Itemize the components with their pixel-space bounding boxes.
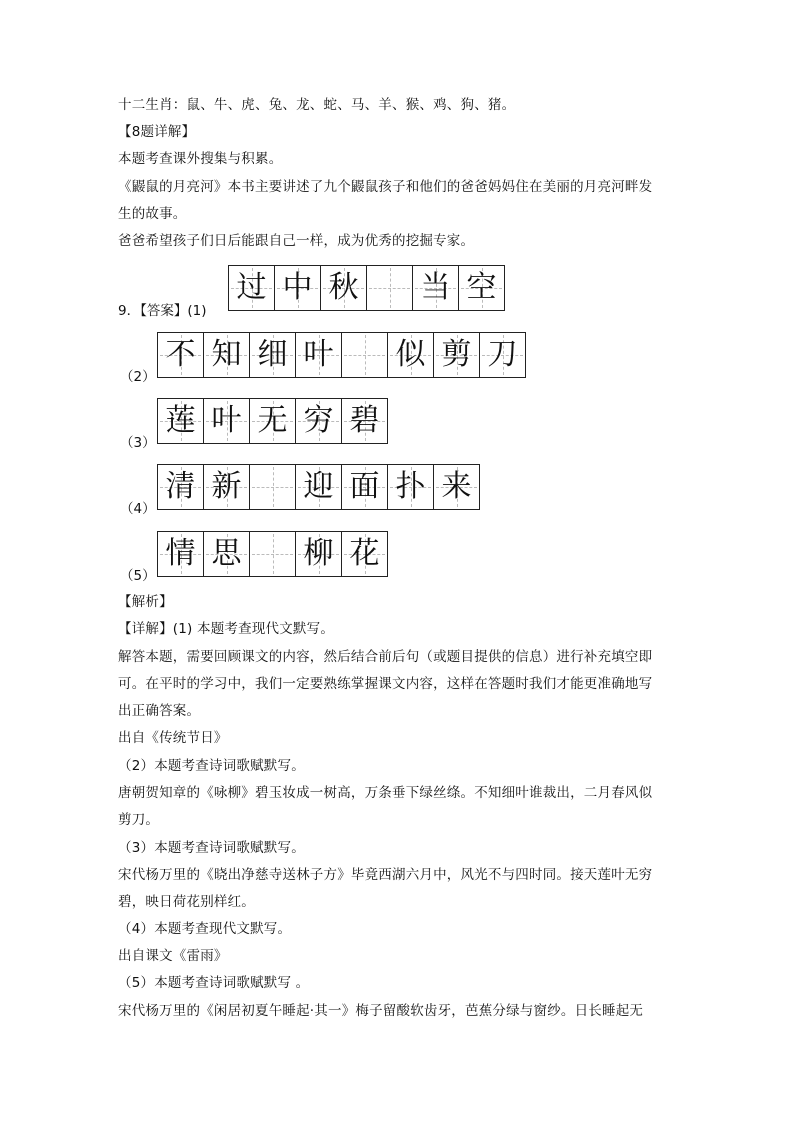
detail-q3-text-1: 宋代杨万里的《晓出净慈寺送林子方》毕竟西湖六月中，风光不与四时同。接天莲叶无穷: [118, 867, 653, 883]
grid-character: 莲: [165, 403, 196, 438]
grid-character: 当: [420, 270, 451, 305]
grid-cell: [342, 333, 388, 377]
grid-cell: [367, 266, 413, 310]
q8-book-line-1: 《鼹鼠的月亮河》本书主要讲述了九个鼹鼠孩子和他们的爸爸妈妈住在美丽的月亮河畔发: [118, 179, 653, 195]
answer-label-5: （5）: [120, 568, 156, 584]
grid-cell: [459, 266, 505, 310]
grid-cell: [296, 532, 342, 576]
detail-q3-text-2: 碧，映日荷花别样红。: [118, 894, 255, 910]
detail-1: 【详解】(1) 本题考查现代文默写。: [118, 621, 335, 637]
grid-character: 不: [165, 337, 196, 372]
q9-answer-label: 9．【答案】(1): [118, 303, 207, 319]
grid-cell: [204, 532, 250, 576]
detail-q2-text-1: 唐朝贺知章的《咏柳》碧玉妆成一树高，万条垂下绿丝绦。不知细叶谁裁出，二月春风似: [118, 785, 653, 801]
answer-label-2: （2）: [120, 369, 156, 385]
grid-character: 过: [236, 270, 267, 305]
grid-character: 来: [441, 469, 472, 504]
q8-father-line: 爸爸希望孩子们日后能跟自己一样，成为优秀的挖掘专家。: [118, 233, 475, 249]
detail-q4: （4）本题考查现代文默写。: [118, 921, 292, 937]
grid-character: 中: [282, 270, 313, 305]
answer-label-4: （4）: [120, 501, 156, 517]
grid-cell: [296, 333, 342, 377]
grid-cell: [250, 532, 296, 576]
q8-book-line-2: 生的故事。: [118, 206, 187, 222]
grid-cell: [388, 333, 434, 377]
answer-label-3: （3）: [120, 435, 156, 451]
detail-3: 可。在平时的学习中，我们一定要熟练掌握课文内容，这样在答题时我们才能更准确地写: [118, 676, 653, 692]
grid-character: 面: [349, 469, 380, 504]
grid-cell: [342, 465, 388, 509]
grid-cell: [158, 333, 204, 377]
grid-cell: [480, 333, 526, 377]
analysis-heading: 【解析】: [118, 594, 173, 610]
q8-detail-text: 本题考查课外搜集与积累。: [118, 151, 283, 167]
grid-cell: [250, 399, 296, 443]
detail-q2: （2）本题考查诗词歌赋默写。: [118, 758, 305, 774]
grid-character: 无: [257, 403, 288, 438]
grid-cell: [321, 266, 367, 310]
grid-character: 穷: [303, 403, 334, 438]
detail-q5-text: 宋代杨万里的《闲居初夏午睡起·其一》梅子留酸软齿牙，芭蕉分绿与窗纱。日长睡起无: [118, 1003, 644, 1019]
grid-character: 柳: [303, 536, 334, 571]
answer-grid-2: [157, 332, 526, 378]
grid-character: 扑: [395, 469, 426, 504]
answer-grid-5: [157, 531, 388, 577]
grid-cell: [434, 333, 480, 377]
detail-2: 解答本题，需要回顾课文的内容，然后结合前后句（或题目提供的信息）进行补充填空即: [118, 649, 653, 665]
grid-character: 迎: [303, 469, 334, 504]
grid-character: 秋: [328, 270, 359, 305]
grid-cell: [204, 465, 250, 509]
answer-grid-1: [228, 265, 505, 311]
grid-cell: [158, 399, 204, 443]
grid-cell: [342, 399, 388, 443]
answer-grid-4: [157, 464, 480, 510]
detail-4: 出正确答案。: [118, 703, 201, 719]
grid-character: 知: [211, 337, 242, 372]
grid-cell: [296, 465, 342, 509]
grid-character: 剪: [441, 337, 472, 372]
grid-character: 清: [165, 469, 196, 504]
grid-cell: [250, 333, 296, 377]
q8-detail-heading: 【8题详解】: [118, 124, 196, 140]
grid-character: 思: [211, 536, 242, 571]
detail-source-1: 出自《传统节日》: [118, 730, 228, 746]
grid-cell: [250, 465, 296, 509]
detail-q5: （5）本题考查诗词歌赋默写 。: [118, 975, 310, 991]
grid-cell: [158, 532, 204, 576]
grid-cell: [229, 266, 275, 310]
detail-q3: （3）本题考查诗词歌赋默写。: [118, 840, 305, 856]
detail-q2-text-2: 剪刀。: [118, 812, 160, 828]
grid-cell: [296, 399, 342, 443]
grid-cell: [204, 399, 250, 443]
grid-character: 花: [349, 536, 380, 571]
grid-cell: [275, 266, 321, 310]
grid-character: 似: [395, 337, 426, 372]
grid-character: 空: [466, 270, 497, 305]
detail-source-4: 出自课文《雷雨》: [118, 948, 228, 964]
grid-character: 新: [211, 469, 242, 504]
grid-character: 叶: [303, 337, 334, 372]
grid-character: 刀: [487, 337, 518, 372]
grid-character: 情: [165, 536, 196, 571]
grid-character: 碧: [349, 403, 380, 438]
grid-cell: [342, 532, 388, 576]
grid-cell: [434, 465, 480, 509]
grid-character: 细: [257, 337, 288, 372]
grid-cell: [413, 266, 459, 310]
grid-cell: [204, 333, 250, 377]
grid-cell: [158, 465, 204, 509]
answer-grid-3: [157, 398, 388, 444]
zodiac-line: 十二生肖：鼠、牛、虎、兔、龙、蛇、马、羊、猴、鸡、狗、猪。: [118, 97, 516, 113]
grid-cell: [388, 465, 434, 509]
grid-character: 叶: [211, 403, 242, 438]
